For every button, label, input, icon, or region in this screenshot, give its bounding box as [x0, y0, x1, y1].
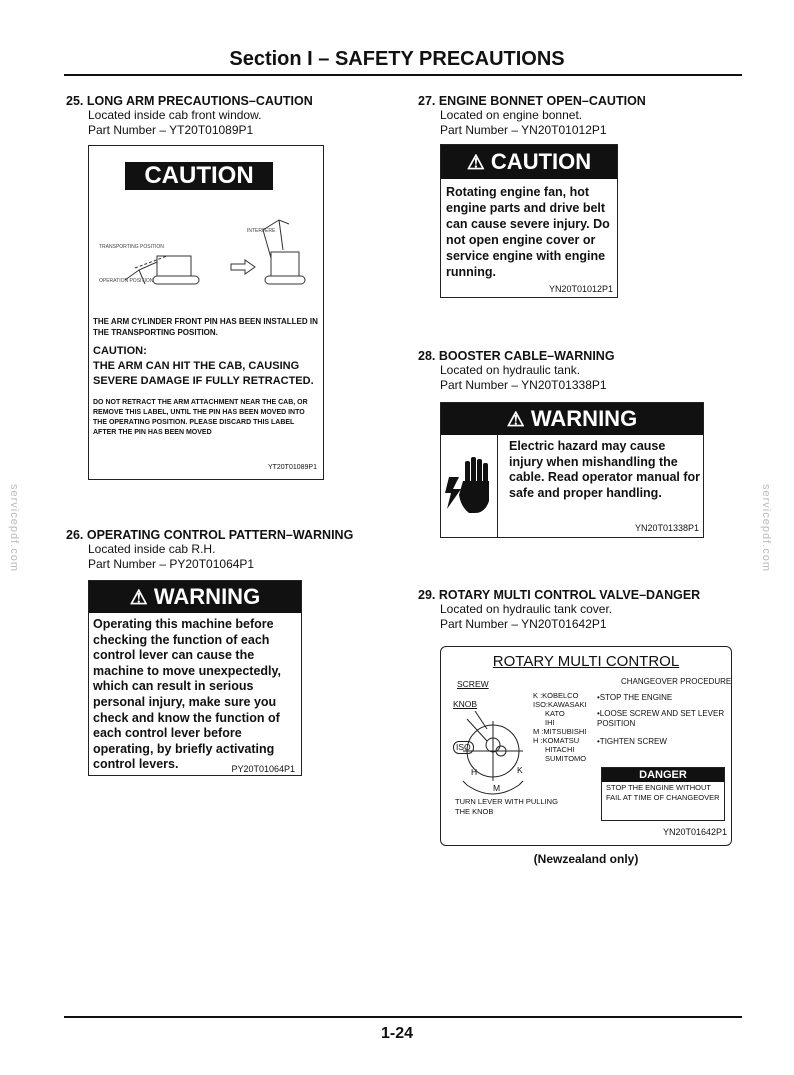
warning-banner [89, 581, 301, 613]
section-26 [66, 528, 353, 572]
procedure-title: CHANGEOVER PROCEDURE [621, 677, 732, 686]
maker-h: H :KOMATSU [533, 736, 580, 745]
watermark-right: servicepdf.com [759, 484, 772, 572]
label-29-code: YN20T01642P1 [662, 827, 727, 837]
warning-banner-text: WARNING [530, 406, 638, 431]
label-26-body: Operating this machine before checking the function of each control lever can cause the machine to move unexpectedly, which can result in serious personal injury, make sure you check and know the function of each control lever before operating, by briefly activating control levers. [93, 617, 282, 772]
warning-banner [441, 403, 703, 435]
section-part-number: Part Number – YN20T01642P1 [440, 617, 607, 631]
label-27-body: Rotating engine fan, hot engine parts and drive belt can cause severe injury. Do not open engine cover or service engine with engine running. [446, 185, 610, 279]
dial-iso: ISO [453, 741, 474, 754]
label-26-code: PY20T01064P1 [231, 764, 295, 774]
danger-text: STOP THE ENGINE WITHOUT FAIL AT TIME OF CHANGEOVER [606, 783, 720, 802]
warning-triangle-icon: ⚠ [129, 587, 148, 609]
electric-hazard-panel [441, 435, 498, 537]
section-part-number: Part Number – YN20T01338P1 [440, 378, 607, 392]
footer-rule [64, 1016, 742, 1018]
procedure-step-1: •STOP THE ENGINE [597, 693, 673, 702]
label-knob: KNOB [453, 699, 478, 709]
section-27 [418, 94, 646, 138]
maker-sumitomo: SUMITOMO [545, 754, 587, 763]
electric-shock-hand-icon [441, 435, 497, 537]
label-25-code: YT20T01089P1 [267, 464, 317, 471]
section-location: Located on engine bonnet. [440, 108, 583, 122]
maker-k: K :KOBELCO [533, 691, 579, 700]
warning-triangle-icon: ⚠ [506, 409, 525, 431]
section-location: Located inside cab R.H. [88, 542, 216, 556]
label-25-caution [88, 145, 324, 480]
dial-k: K [517, 765, 523, 775]
fig-label-interfere: INTERFERE [247, 228, 276, 234]
page-title: Section I – SAFETY PRECAUTIONS [229, 48, 565, 70]
maker-iso: ISO:KAWASAKI [533, 700, 587, 709]
danger-box [601, 767, 725, 821]
label-25-text3: DO NOT RETRACT THE ARM ATTACHMENT NEAR THE CAB, OR REMOVE THIS LABEL, UNTIL THE PIN HAS BEEN MOVED INTO THE OPERATING POSITION. PLEASE DISCARD THIS LABEL AFTER THE PIN HAS BEEN MOVED [93, 399, 308, 436]
section-part-number: Part Number – PY20T01064P1 [88, 557, 255, 571]
label-27-caution [440, 144, 618, 298]
section-heading: 25. LONG ARM PRECAUTIONS–CAUTION [66, 94, 313, 108]
procedure-step-3: •TIGHTEN SCREW [597, 737, 667, 746]
label-26-warning [88, 580, 302, 776]
warning-triangle-icon: ⚠ [466, 152, 485, 174]
section-heading: 27. ENGINE BONNET OPEN–CAUTION [418, 94, 646, 108]
label-28-body: Electric hazard may cause injury when mishandling the cable. Read operator manual for safe and proper handling. [509, 439, 701, 500]
label-25-text1: THE ARM CYLINDER FRONT PIN HAS BEEN INSTALLED IN THE TRANSPORTING POSITION. [93, 317, 318, 337]
label-29-title: ROTARY MULTI CONTROL [492, 653, 680, 670]
page-number: 1-24 [380, 1025, 414, 1042]
caution-banner: CAUTION [125, 162, 273, 190]
section-part-number: Part Number – YN20T01012P1 [440, 123, 607, 137]
label-29-rotary [440, 646, 732, 846]
maker-m: M :MITSUBISHI [533, 727, 587, 736]
section-location: Located on hydraulic tank. [440, 363, 581, 377]
label-screw: SCREW [457, 679, 489, 689]
label-28-code: YN20T01338P1 [634, 523, 699, 533]
section-location: Located on hydraulic tank cover. [440, 602, 613, 616]
maker-kato: KATO [545, 709, 565, 718]
label-25-caution-body: THE ARM CAN HIT THE CAB, CAUSING SEVERE DAMAGE IF FULLY RETRACTED. [93, 360, 314, 387]
label-28-warning [440, 402, 704, 538]
section-location: Located inside cab front window. [88, 108, 262, 122]
caution-banner-text: CAUTION [490, 149, 592, 174]
watermark-left: servicepdf.com [7, 484, 20, 572]
label-27-code: YN20T01012P1 [548, 284, 613, 294]
fig-label-operation: OPERATION POSITION [99, 278, 154, 284]
procedure-step-2: •LOOSE SCREW AND SET LEVER POSITION [597, 709, 725, 728]
danger-banner: DANGER [602, 768, 724, 782]
section-29 [418, 588, 700, 632]
section-heading: 26. OPERATING CONTROL PATTERN–WARNING [66, 528, 354, 542]
caution-banner [441, 145, 617, 179]
dial-m: M [493, 783, 501, 793]
excavator-figure [95, 210, 319, 300]
warning-banner-text: WARNING [153, 584, 261, 609]
label-29-caption: (Newzealand only) [533, 852, 639, 866]
section-25 [66, 94, 313, 138]
section-heading: 28. BOOSTER CABLE–WARNING [418, 349, 615, 363]
fig-label-transport: TRANSPORTING POSITION [99, 244, 164, 250]
makers-list [533, 691, 587, 763]
section-part-number: Part Number – YT20T01089P1 [88, 123, 254, 137]
turn-lever-note: TURN LEVER WITH PULLING THE KNOB [455, 797, 558, 816]
label-25-caution-heading: CAUTION: [93, 345, 147, 357]
section-28 [418, 349, 615, 393]
dial-h: H [471, 767, 478, 777]
section-heading: 29. ROTARY MULTI CONTROL VALVE–DANGER [418, 588, 701, 602]
maker-ihi: IHI [545, 718, 555, 727]
maker-hitachi: HITACHI [545, 745, 575, 754]
header-rule [64, 74, 742, 76]
